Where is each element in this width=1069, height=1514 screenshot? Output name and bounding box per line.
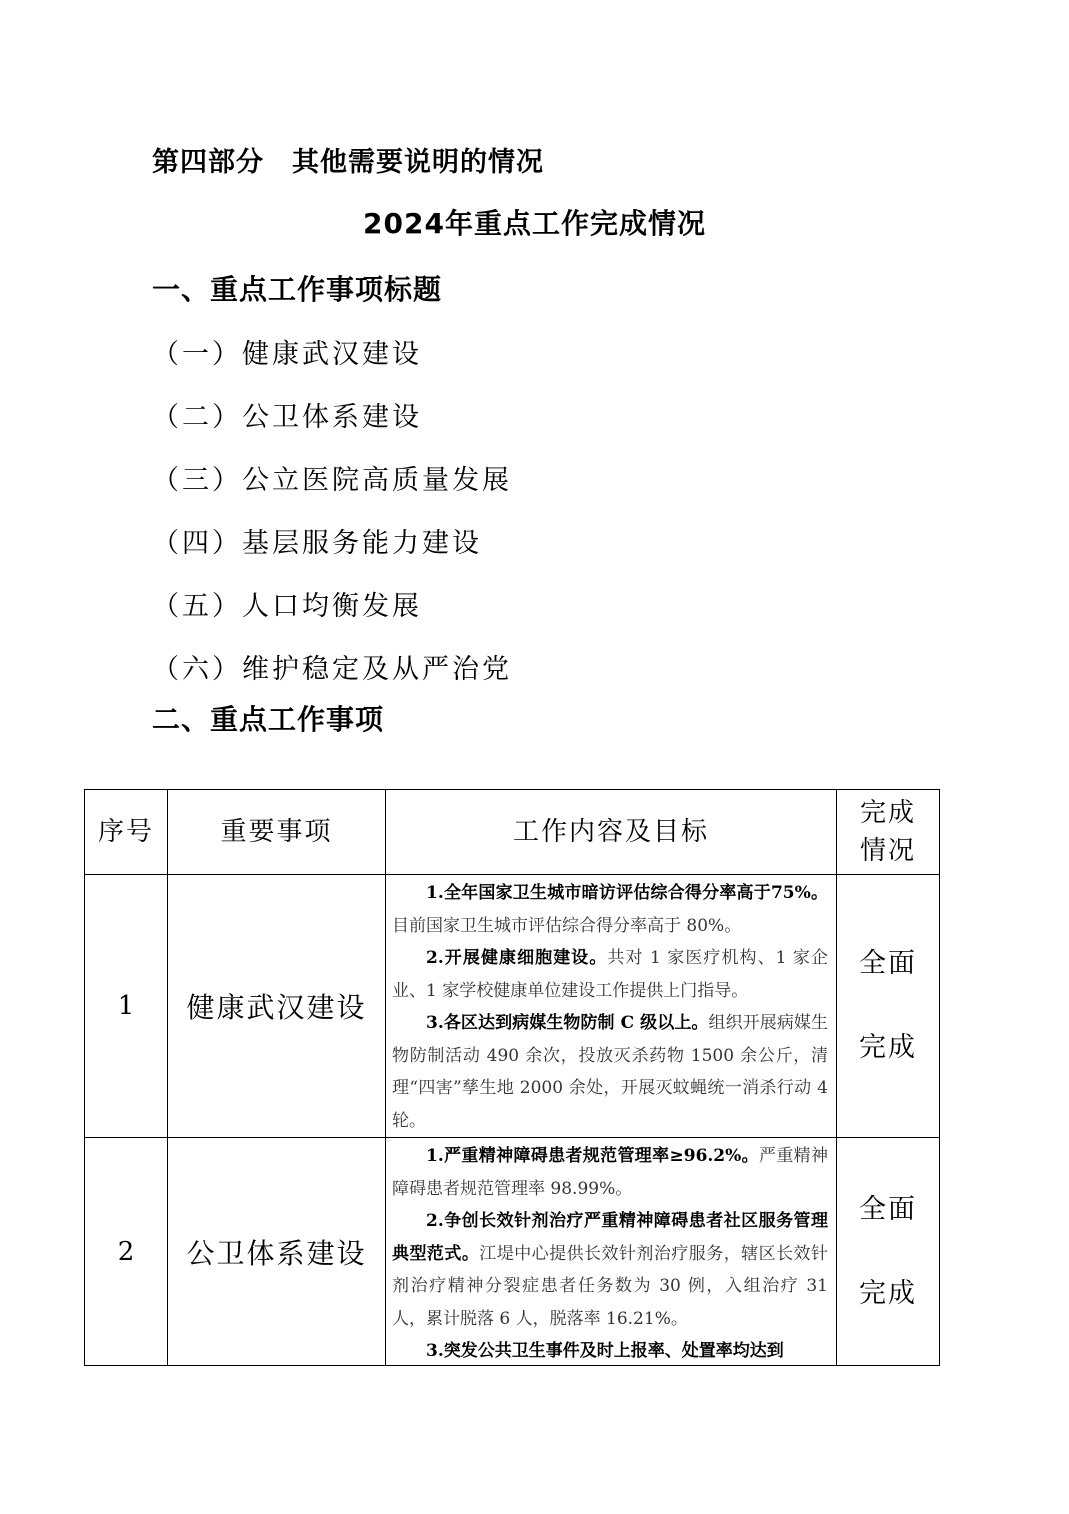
row-status: [837, 1138, 940, 1366]
part-heading: 第四部分 其他需要说明的情况: [152, 147, 544, 178]
row-num: 1: [85, 875, 168, 1138]
row-matter: 公卫体系建设: [168, 1138, 386, 1366]
table-row: [85, 875, 940, 1138]
key-work-title-item: （四）基层服务能力建设: [152, 528, 482, 559]
row-content: [386, 1138, 837, 1366]
key-work-table: [84, 789, 940, 1366]
paragraph-lead: 1.全年国家卫生城市暗访评估综合得分率高于75%。: [426, 883, 828, 903]
paragraph-lead: 2.争创长效针剂治疗严重精神障碍患者社区服务管理典型范式。: [392, 1211, 828, 1264]
section2-heading: 二、重点工作事项: [152, 703, 385, 736]
table-header-row: [85, 790, 940, 875]
header-num: 序号: [85, 790, 168, 875]
paragraph-text: 目前国家卫生城市评估综合得分率高于 80%。: [392, 915, 742, 936]
header-status-line2: 情况: [859, 836, 916, 866]
row-num: 2: [85, 1138, 168, 1366]
status-line2: 完成: [859, 1277, 917, 1309]
content-paragraph: [392, 877, 828, 942]
status-line1: 全面: [859, 1193, 917, 1225]
status-line2: 完成: [859, 1032, 917, 1063]
content-paragraph: [392, 1205, 828, 1335]
content-paragraph: [392, 1335, 828, 1363]
key-work-title-item: （一）健康武汉建设: [152, 339, 422, 370]
status-line1: 全面: [859, 948, 917, 979]
paragraph-text: 江堤中心提供长效针剂治疗服务，辖区长效针剂治疗精神分裂症患者任务数为 30 例，入组治疗 31 人，累计脱落 6 人，脱落率 16.21%。: [392, 1243, 828, 1329]
document-title: 2024年重点工作完成情况: [363, 207, 706, 240]
row-status: [837, 875, 940, 1138]
paragraph-text: 共对 1 家医疗机构、1 家企业、1 家学校健康单位建设工作提供上门指导。: [392, 948, 829, 1001]
header-matter: 重要事项: [168, 790, 386, 875]
table-row: [85, 1138, 940, 1366]
section1-heading: 一、重点工作事项标题: [152, 273, 443, 306]
row-content: [386, 875, 837, 1138]
content-paragraph: [392, 1140, 828, 1205]
paragraph-text: 严重精神障碍患者规范管理率 98.99%。: [392, 1146, 828, 1199]
key-work-title-item: （五）人口均衡发展: [152, 591, 422, 622]
paragraph-lead: 2.开展健康细胞建设。: [426, 948, 608, 968]
row-matter: 健康武汉建设: [168, 875, 386, 1138]
key-work-title-item: （二）公卫体系建设: [152, 402, 422, 433]
header-content: 工作内容及目标: [386, 790, 837, 875]
content-paragraph: [392, 1007, 828, 1137]
header-status: [837, 790, 940, 875]
key-work-title-item: （三）公立医院高质量发展: [152, 465, 512, 496]
paragraph-lead: 1.严重精神障碍患者规范管理率≥96.2%。: [426, 1146, 759, 1166]
content-paragraph: [392, 942, 828, 1007]
paragraph-text: 组织开展病媒生物防制活动 490 余次，投放灭杀药物 1500 余公斤，清理“四害”孳生地 2000 余处，开展灭蚊蝇统一消杀行动 4 轮。: [392, 1013, 828, 1131]
header-status-line1: 完成: [859, 798, 916, 828]
key-work-title-item: （六）维护稳定及从严治党: [152, 654, 512, 685]
paragraph-lead: 3.突发公共卫生事件及时上报率、处置率均达到: [426, 1341, 784, 1361]
paragraph-lead: 3.各区达到病媒生物防制 C 级以上。: [426, 1013, 709, 1033]
